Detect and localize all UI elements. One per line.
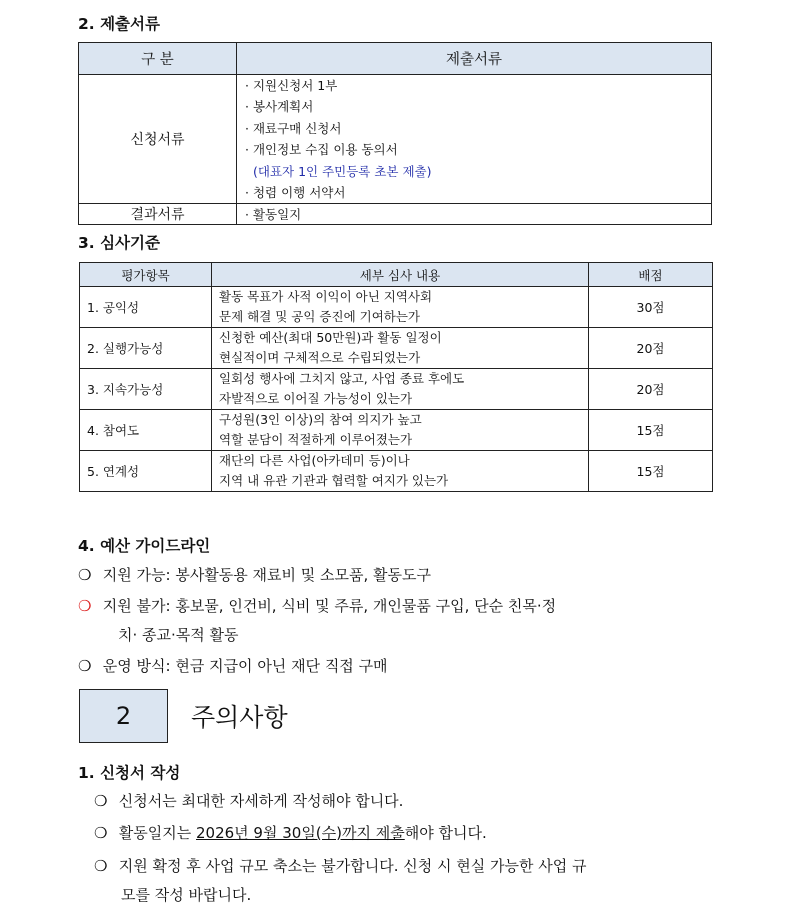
detail-line: 신청한 예산(최대 50만원)과 활동 일정이	[219, 330, 442, 345]
budget-not-allowed	[78, 591, 556, 621]
criteria-table	[79, 262, 713, 492]
list-item: · 봉사계획서	[245, 99, 314, 115]
detail-line: 지역 내 유관 기관과 협력할 여지가 있는가	[219, 473, 449, 488]
note-text: 지원 확정 후 사업 규모 축소는 불가합니다. 신청 시 현실 가능한 사업 규	[118, 857, 587, 875]
criteria-detail	[212, 369, 589, 410]
criteria-detail	[212, 287, 589, 328]
circle-bullet-icon: ❍	[78, 566, 92, 584]
note-deadline: 2026년 9월 30일(수)까지 제출	[196, 824, 405, 842]
budget-method	[78, 651, 388, 681]
list-item: · 지원신청서 1부	[245, 78, 338, 93]
criteria-score: 15점	[589, 451, 713, 492]
circle-bullet-icon: ❍	[78, 657, 92, 675]
subsection-heading: 1. 신청서 작성	[78, 764, 181, 782]
detail-line: 일회성 행사에 그치지 않고, 사업 종료 후에도	[219, 371, 465, 386]
table-row	[80, 451, 713, 492]
budget-not-allowed-cont	[78, 620, 239, 650]
detail-line: 문제 해결 및 공익 증진에 기여하는가	[219, 309, 420, 324]
row-category: 신청서류	[79, 75, 237, 204]
detail-line: 구성원(3인 이상)의 참여 의지가 높고	[219, 412, 422, 427]
note-text: 신청서는 최대한 자세하게 작성해야 합니다.	[118, 792, 404, 810]
circle-bullet-icon: ❍	[94, 857, 108, 875]
row-items	[237, 75, 712, 204]
note-item	[94, 818, 487, 848]
table-header-documents: 제출서류	[237, 43, 712, 75]
list-item: · 청렴 이행 서약서	[245, 184, 346, 200]
detail-line: 자발적으로 이어질 가능성이 있는가	[219, 391, 413, 406]
table-row	[80, 410, 713, 451]
criteria-score: 20점	[589, 328, 713, 369]
criteria-detail	[212, 328, 589, 369]
criteria-detail	[212, 410, 589, 451]
detail-line: 활동 목표가 사적 이익이 아닌 지역사회	[219, 289, 433, 304]
criteria-item: 1. 공익성	[80, 287, 212, 328]
criteria-score: 30점	[589, 287, 713, 328]
note-text: 활동일지는	[118, 824, 196, 842]
criteria-score: 15점	[589, 410, 713, 451]
section-heading-criteria: 3. 심사기준	[78, 234, 160, 252]
table-row	[80, 287, 713, 328]
budget-allowed-text: 지원 가능: 봉사활동용 재료비 및 소모품, 활동도구	[102, 566, 432, 584]
detail-line: 역할 분담이 적절하게 이루어졌는가	[219, 432, 413, 447]
circle-bullet-icon: ❍	[94, 792, 108, 810]
table-row	[80, 369, 713, 410]
row-category: 결과서류	[79, 204, 237, 225]
detail-line: 재단의 다른 사업(아카데미 등)이나	[219, 453, 410, 468]
section-title: 주의사항	[191, 703, 288, 732]
criteria-item: 2. 실행가능성	[80, 328, 212, 369]
table-row	[80, 328, 713, 369]
note-item-cont	[94, 880, 251, 910]
budget-allowed	[78, 560, 431, 590]
note-text: 모를 작성 바랍니다.	[121, 886, 252, 904]
criteria-score: 20점	[589, 369, 713, 410]
budget-method-text: 운영 방식: 현금 지급이 아닌 재단 직접 구매	[102, 657, 388, 675]
note-item	[94, 851, 587, 881]
circle-bullet-icon: ❍	[78, 597, 92, 615]
submission-table	[78, 42, 712, 225]
row-items	[237, 204, 712, 225]
criteria-detail	[212, 451, 589, 492]
note-item	[94, 786, 403, 816]
section-heading-budget: 4. 예산 가이드라인	[78, 537, 211, 555]
table-header-detail: 세부 심사 내용	[212, 263, 589, 287]
list-item: · 활동일지	[245, 206, 302, 222]
table-header-score: 배점	[589, 263, 713, 287]
section-heading-submission: 2. 제출서류	[78, 15, 160, 33]
table-row	[79, 204, 712, 225]
detail-line: 현실적이며 구체적으로 수립되었는가	[219, 350, 421, 365]
list-item: · 개인정보 수집 이용 동의서	[245, 142, 398, 158]
list-item-note: (대표자 1인 주민등록 초본 제출)	[253, 163, 432, 179]
budget-not-allowed-text: 지원 불가: 홍보물, 인건비, 식비 및 주류, 개인물품 구입, 단순 친목·정	[102, 597, 557, 615]
circle-bullet-icon: ❍	[94, 824, 108, 842]
budget-not-allowed-text-2: 치· 종교·목적 활동	[118, 626, 239, 644]
note-text: 해야 합니다.	[404, 824, 487, 842]
table-row	[79, 75, 712, 204]
section-number-box: 2	[79, 689, 168, 743]
criteria-item: 5. 연계성	[80, 451, 212, 492]
list-item: · 재료구매 신청서	[245, 120, 342, 136]
criteria-item: 4. 참여도	[80, 410, 212, 451]
table-header-category: 구 분	[79, 43, 237, 75]
table-header-item: 평가항목	[80, 263, 212, 287]
criteria-item: 3. 지속가능성	[80, 369, 212, 410]
